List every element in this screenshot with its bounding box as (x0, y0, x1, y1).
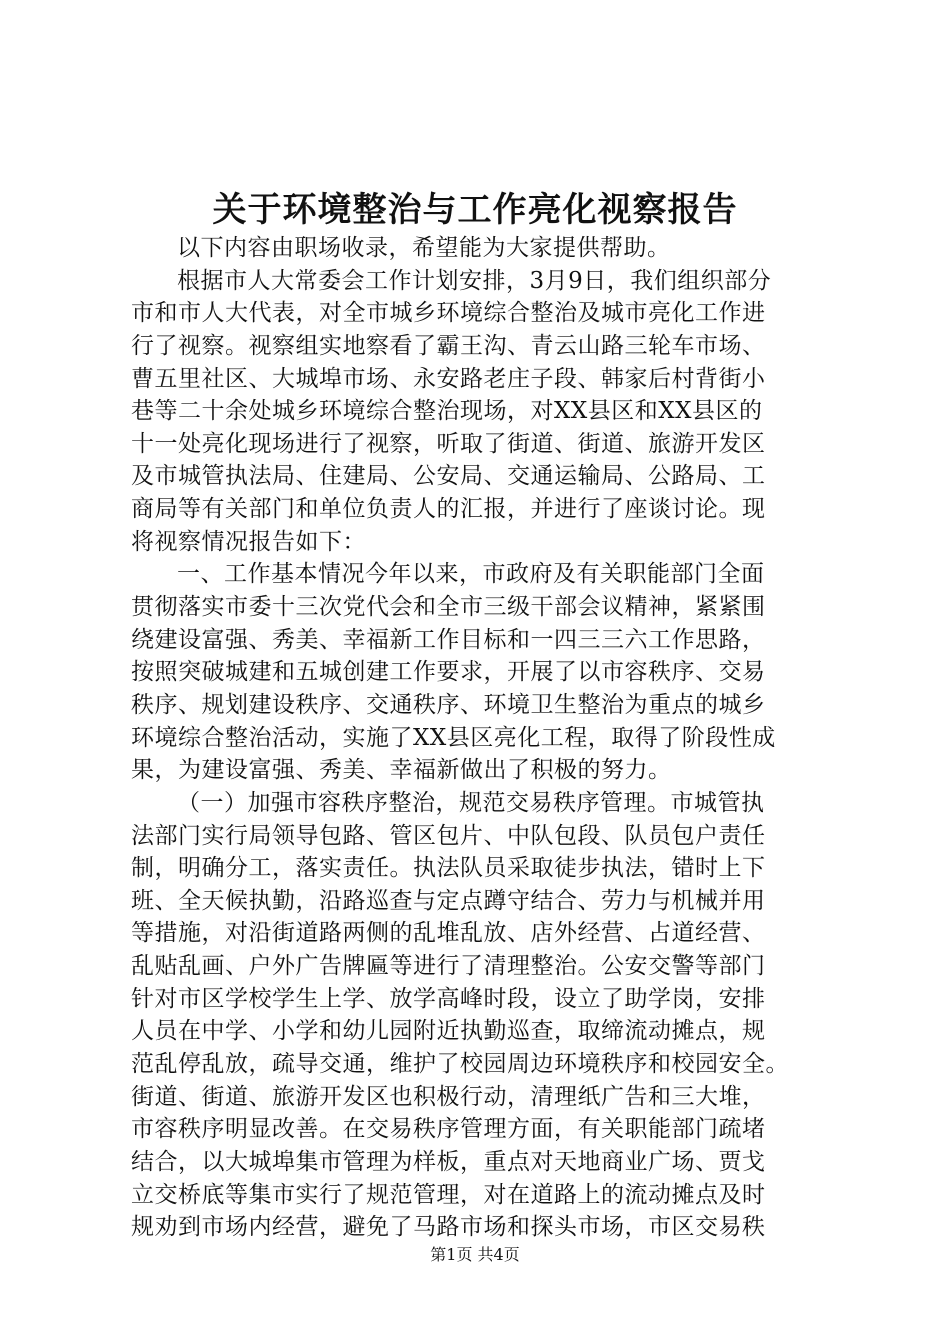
text-line: 曹五里社区、大城埠市场、永安路老庄子段、韩家后村背街小 (131, 365, 766, 392)
text-line: 法部门实行局领导包路、管区包片、中队包段、队员包户责任 (131, 822, 766, 849)
text-line: 规劝到市场内经营，避免了马路市场和探头市场，市区交易秩 (131, 1214, 766, 1241)
text-line: 等措施，对沿街道路两侧的乱堆乱放、店外经营、占道经营、 (131, 920, 766, 947)
text-line: 及市城管执法局、住建局、公安局、交通运输局、公路局、工 (131, 463, 766, 490)
text-line: 市和市人大代表，对全市城乡环境综合整治及城市亮化工作进 (131, 300, 766, 327)
text-line: 立交桥底等集市实行了规范管理，对在道路上的流动摊点及时 (131, 1181, 766, 1208)
text-line: 秩序、规划建设秩序、交通秩序、环境卫生整治为重点的城乡 (131, 691, 766, 718)
document-body (131, 232, 831, 1244)
text-line: 班、全天候执勤，沿路巡查与定点蹲守结合、劳力与机械并用 (131, 887, 766, 914)
text-line: 巷等二十余处城乡环境综合整治现场，对XX县区和XX县区的 (131, 398, 763, 425)
text-line: 行了视察。视察组实地察看了霸王沟、青云山路三轮车市场、 (131, 332, 766, 359)
text-line: 一、工作基本情况今年以来，市政府及有关职能部门全面 (177, 561, 765, 588)
text-line: 街道、街道、旅游开发区也积极行动，清理纸广告和三大堆， (131, 1083, 766, 1110)
text-line: 针对市区学校学生上学、放学高峰时段，设立了助学岗，安排 (131, 985, 766, 1012)
text-line: 贯彻落实市委十三次党代会和全市三级干部会议精神，紧紧围 (131, 594, 766, 621)
text-line: 范乱停乱放，疏导交通，维护了校园周边环境秩序和校园安全。 (131, 1051, 789, 1078)
text-line: 乱贴乱画、户外广告牌匾等进行了清理整治。公安交警等部门 (131, 953, 766, 980)
text-line: 商局等有关部门和单位负责人的汇报，并进行了座谈讨论。现 (131, 496, 766, 523)
document-title: 关于环境整治与工作亮化视察报告 (212, 190, 738, 230)
page-footer: 第1页 共4页 (430, 1245, 520, 1264)
text-line: 按照突破城建和五城创建工作要求，开展了以市容秩序、交易 (131, 659, 766, 686)
text-line: 环境综合整治活动，实施了XX县区亮化工程，取得了阶段性成 (131, 724, 776, 751)
text-line: 市容秩序明显改善。在交易秩序管理方面，有关职能部门疏堵 (131, 1116, 766, 1143)
text-line: 根据市人大常委会工作计划安排，3月9日，我们组织部分 (177, 267, 772, 294)
text-line: 结合，以大城埠集市管理为样板，重点对天地商业广场、贾戈 (131, 1148, 766, 1175)
text-line: 果，为建设富强、秀美、幸福新做出了积极的努力。 (131, 757, 672, 784)
text-line: 人员在中学、小学和幼儿园附近执勤巡查，取缔流动摊点，规 (131, 1018, 766, 1045)
text-line: 十一处亮化现场进行了视察，听取了街道、街道、旅游开发区 (131, 430, 766, 457)
text-line: 以下内容由职场收录，希望能为大家提供帮助。 (177, 235, 671, 261)
text-line: 将视察情况报告如下： (131, 528, 366, 555)
text-line: 制，明确分工，落实责任。执法队员采取徒步执法，错时上下 (131, 855, 766, 882)
text-line: 绕建设富强、秀美、幸福新工作目标和一四三三六工作思路， (131, 626, 766, 653)
text-line: （一）加强市容秩序整治，规范交易秩序管理。市城管执 (177, 789, 765, 816)
